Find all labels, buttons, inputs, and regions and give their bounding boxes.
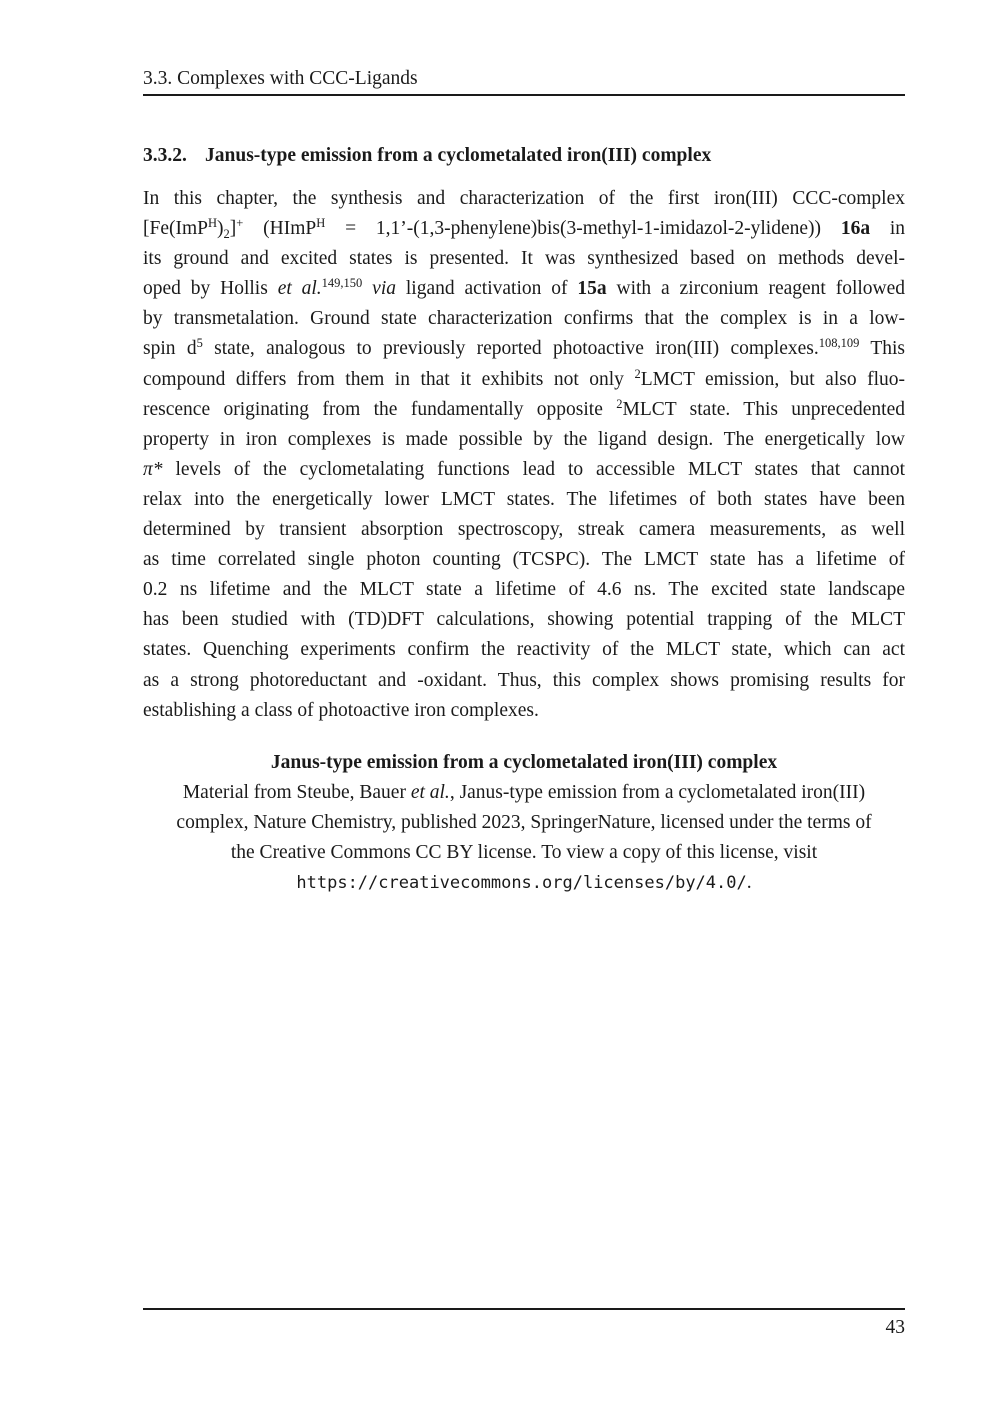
text: This: [870, 338, 905, 360]
text: LMCT emission, but also fluo-: [640, 368, 906, 390]
subscript: 2: [223, 227, 230, 242]
text: MLCT state. This unprecedented: [622, 398, 905, 420]
credit-line: the Creative Commons CC BY license. To view a copy of this license, visit: [230, 842, 818, 864]
credit-line: complex, Nature Chemistry, published 2023, SpringerNature, licensed under the terms of: [176, 812, 872, 834]
text: [Fe(ImP: [143, 218, 208, 240]
text: Material from Steube, Bauer: [182, 782, 406, 804]
text: spin d: [143, 338, 197, 360]
text-line: 0.2 ns lifetime and the MLCT state a lifetime of 4.6 ns. The excited state landscape: [143, 579, 905, 601]
citation-superscript: 149,150: [321, 276, 363, 291]
text-line: determined by transient absorption spectroscopy, streak camera measurements, as well: [143, 519, 905, 541]
footer-rule: [143, 1308, 905, 1310]
section-number: 3.3.2.: [143, 145, 187, 166]
text-line: [143, 455, 905, 485]
text: , Janus-type emission from a cyclometalated iron(III): [449, 782, 866, 804]
superscript: +: [236, 216, 244, 231]
text: .: [746, 872, 752, 894]
text-line: establishing a class of photoactive iron complexes.: [143, 699, 539, 721]
body-paragraph: [143, 184, 905, 726]
header-rule: [143, 94, 905, 96]
text-line: [143, 365, 905, 395]
text-line: [143, 214, 905, 244]
text-line: as time correlated single photon counting (TCSPC). The LMCT state has a lifetime of: [143, 549, 905, 571]
credit-line: [143, 778, 905, 808]
text: compound differs from them in that it exhibits not only: [143, 368, 624, 390]
license-credit-block: [143, 748, 905, 898]
text-line: relax into the energetically lower LMCT states. The lifetimes of both states have been: [143, 488, 905, 510]
text: = 1,1’-(1,3-phenylene)bis(3-methyl-1-imidazol-2-ylidene)): [345, 218, 821, 240]
italic-text: via: [372, 278, 396, 300]
text: (HImP: [263, 218, 317, 240]
credit-line: [143, 868, 905, 898]
running-header: 3.3. Complexes with CCC-Ligands: [143, 68, 418, 89]
text-line: [143, 395, 905, 425]
text-line: has been studied with (TD)DFT calculations, showing potential trapping of the MLCT: [143, 609, 905, 631]
superscript: 2: [616, 396, 623, 411]
text: ligand activation of: [405, 278, 568, 300]
text-line: by transmetalation. Ground state characterization confirms that the complex is in a low-: [143, 308, 905, 330]
text-line: [143, 334, 905, 364]
text: rescence originating from the fundamentally opposite: [143, 398, 603, 420]
page-number: 43: [885, 1317, 905, 1338]
text: with a zirconium reagent followed: [616, 278, 906, 300]
credit-title: Janus-type emission from a cyclometalated iron(III) complex: [270, 752, 778, 773]
text: levels of the cyclometalating functions lead to accessible MLCT states that cannot: [175, 458, 906, 480]
text: in: [889, 218, 906, 240]
superscript: 2: [634, 366, 641, 381]
compound-label: 15a: [577, 278, 607, 300]
text-line: [143, 274, 905, 304]
text: oped by Hollis: [143, 278, 268, 300]
superscript: H: [208, 216, 218, 231]
citation-superscript: 108,109: [818, 336, 860, 351]
text-line: property in iron complexes is made possible by the ligand design. The energetically low: [143, 428, 905, 450]
superscript: 5: [196, 336, 203, 351]
superscript: H: [316, 216, 326, 231]
text-line: In this chapter, the synthesis and characterization of the first iron(III) CCC-complex: [143, 188, 905, 209]
text-line: states. Quenching experiments confirm the reactivity of the MLCT state, which can act: [143, 639, 905, 661]
text: state, analogous to previously reported photoactive iron(III) complexes.: [202, 338, 819, 360]
italic-text: et al.: [277, 278, 322, 300]
italic-text: et al.: [410, 782, 450, 804]
text: ): [217, 218, 224, 240]
section-title: Janus-type emission from a cyclometalated iron(III) complex: [205, 145, 712, 166]
compound-label: 16a: [840, 218, 871, 240]
text-line: its ground and excited states is presented. It was synthesized based on methods devel-: [143, 248, 905, 270]
section-heading: [143, 143, 905, 169]
license-url[interactable]: https://creativecommons.org/licenses/by/4.0/: [296, 873, 747, 894]
text-line: as a strong photoreductant and -oxidant. Thus, this complex shows promising results for: [143, 669, 905, 691]
text: ]: [229, 218, 237, 240]
italic-symbol: π*: [143, 458, 163, 480]
